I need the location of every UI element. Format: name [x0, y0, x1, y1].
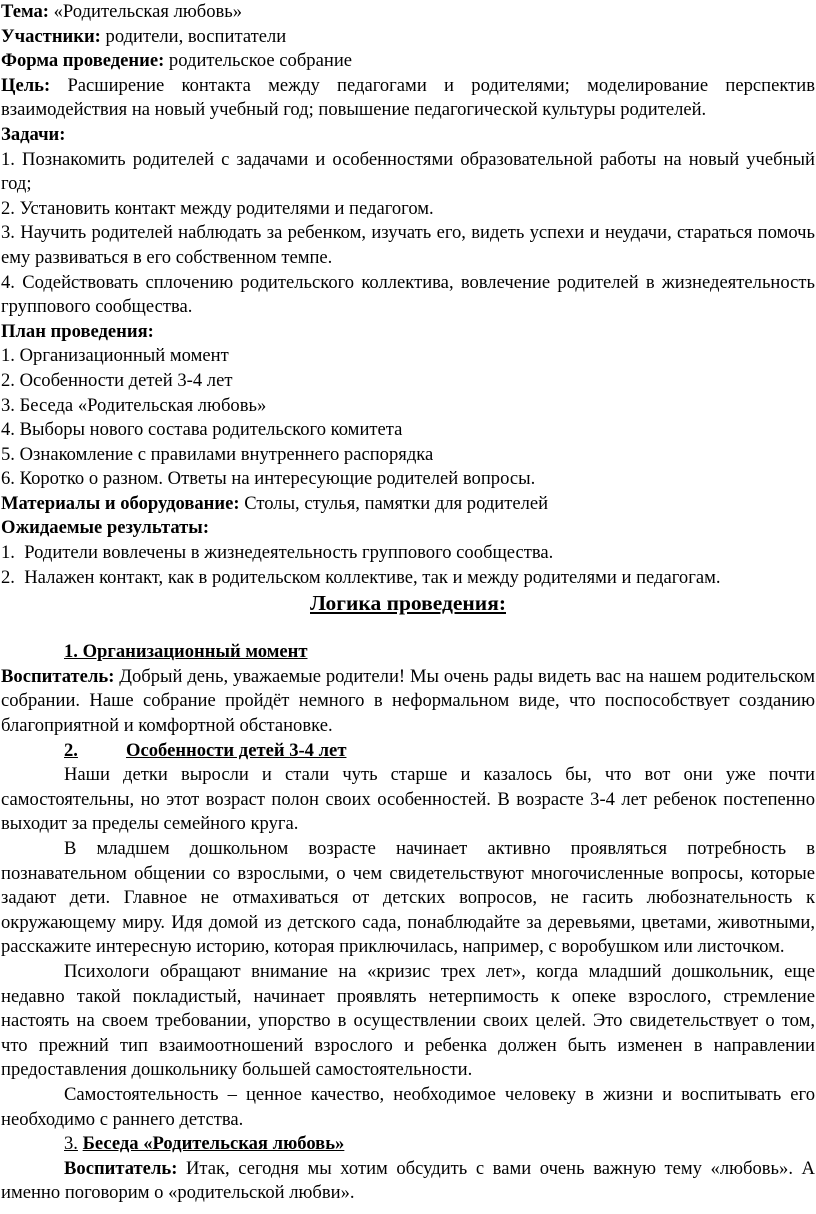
participants-line — [1, 25, 815, 50]
participants-value: родители, воспитатели — [100, 25, 287, 47]
plan-item: 5. Ознакомление с правилами внутреннего распорядка — [1, 443, 434, 465]
task-num: 1. — [1, 148, 15, 170]
result-item — [1, 566, 815, 591]
task-item — [1, 221, 815, 270]
task-num: 3. — [1, 222, 15, 244]
task-item — [1, 271, 815, 320]
task-text: Содействовать сплочению родительского коллектива, вовлечение родителей в жизнедеятельность группового сообщества. — [1, 271, 815, 318]
goal-value: Расширение контакта между педагогами и родителями; моделирование перспектив взаимодействия на новый учебный год; повышение педагогической культуры родителей. — [1, 74, 815, 121]
section-1-speaker: Воспитатель: — [1, 665, 115, 687]
section-2-num: 2. — [64, 739, 78, 761]
task-text: Научить родителей наблюдать за ребенком, изучать его, видеть успехи и неудачи, стараться помочь ему развиваться в его собственном темпе. — [1, 222, 815, 268]
section-2-paragraph: Психологи обращают внимание на «кризис трех лет», когда младший дошкольник, еще недавно такой покладистый, начинает проявлять нетерпимость к опеке взрослого, стремление настоять на своем требовании, упорство в осуществлении своих целей. Это свидетельствует о том, что прежний тип взаимоотношений взрослого и ребенка должен быть изменен в направлении предоставления дошкольнику большей самостоятельности. — [1, 960, 815, 1081]
result-num: 1. — [1, 542, 15, 564]
task-text: Установить контакт между родителями и педагогом. — [19, 197, 434, 219]
section-2-paragraph: Самостоятельность – ценное качество, необходимое человеку в жизни и воспитывать его необходимо с раннего детства. — [1, 1083, 815, 1130]
blank-line — [1, 616, 815, 640]
form-label: Форма проведение: — [1, 50, 165, 72]
participants-label: Участники: — [1, 25, 101, 47]
results-heading — [1, 516, 815, 541]
goal-line — [1, 74, 815, 123]
topic-label: Тема: — [1, 1, 49, 22]
materials-line — [1, 492, 815, 517]
form-value: родительское собрание — [164, 50, 353, 72]
section-2-title-text: Особенности детей 3-4 лет — [126, 739, 347, 761]
task-num: 4. — [1, 271, 15, 293]
section-1-text — [1, 665, 815, 739]
task-num: 2. — [1, 197, 15, 219]
section-3-title — [1, 1132, 815, 1157]
section-1-title — [1, 640, 815, 665]
form-line — [1, 49, 815, 74]
result-text: Родители вовлечены в жизнедеятельность группового сообщества. — [24, 542, 554, 564]
section-2-paragraph: Наши детки выросли и стали чуть старше и казалось бы, что вот они уже почти самостоятельны, но этот возраст полон своих особенностей. В возрасте 3-4 лет ребенок постепенно выходит за пределы семейного круга. — [1, 764, 815, 835]
section-2-title — [1, 739, 815, 764]
plan-item: 6. Коротко о разном. Ответы на интересующие родителей вопросы. — [1, 468, 536, 490]
result-num: 2. — [1, 566, 15, 588]
materials-value: Столы, стулья, памятки для родителей — [239, 492, 549, 514]
task-text: Познакомить родителей с задачами и особенностями образовательной работы на новый учебный год; — [1, 148, 815, 195]
plan-item: 1. Организационный момент — [1, 345, 229, 367]
section-3-speaker: Воспитатель: — [64, 1157, 178, 1179]
section-3-body: Итак, сегодня мы хотим обсудить с вами очень важную тему «любовь». А именно поговорим о «родительской любви». — [1, 1157, 815, 1204]
section-1-body: Добрый день, уважаемые родители! Мы очень рады видеть вас на нашем родительском собрании. Наше собрание пройдёт немного в неформальном виде, что поспособствует созданию благоприятной и комфортной обстановке. — [1, 665, 815, 737]
materials-label: Материалы и оборудование: — [1, 492, 240, 514]
plan-label: План проведения: — [1, 320, 154, 342]
task-item — [1, 148, 815, 197]
section-2-paragraph: В младшем дошкольном возрасте начинает активно проявляться потребность в познавательном общении со взрослыми, о чем свидетельствуют многочисленные вопросы, которые задают дети. Главное не отмахиваться от детских вопросов, не гасить любознательность к окружающему миру. Идя домой из детского сада, понаблюдайте за деревьями, цветами, животными, расскажите интересную историю, которая приключилась, например, с воробушком или листочком. — [1, 838, 815, 958]
plan-heading — [1, 320, 815, 345]
topic-line — [1, 0, 815, 25]
results-label: Ожидаемые результаты: — [1, 517, 210, 539]
goal-label: Цель: — [1, 74, 51, 96]
result-item — [1, 541, 815, 566]
section-3-title-text: Беседа «Родительская любовь» — [82, 1133, 345, 1155]
result-text: Налажен контакт, как в родительском коллективе, так и между родителями и педагогам. — [24, 566, 721, 588]
plan-item: 3. Беседа «Родительская любовь» — [1, 394, 267, 416]
plan-item: 4. Выборы нового состава родительского комитета — [1, 419, 403, 441]
task-item — [1, 197, 815, 222]
plan-item: 2. Особенности детей 3-4 лет — [1, 369, 233, 391]
section-3-num: 3. — [64, 1133, 78, 1155]
topic-value: «Родительская любовь» — [48, 1, 243, 22]
section-1-title-text: 1. Организационный момент — [64, 641, 308, 663]
tasks-heading — [1, 123, 815, 148]
section-3-text — [1, 1157, 815, 1206]
logic-title: Логика проведения: — [310, 591, 506, 616]
tasks-label: Задачи: — [1, 123, 66, 145]
